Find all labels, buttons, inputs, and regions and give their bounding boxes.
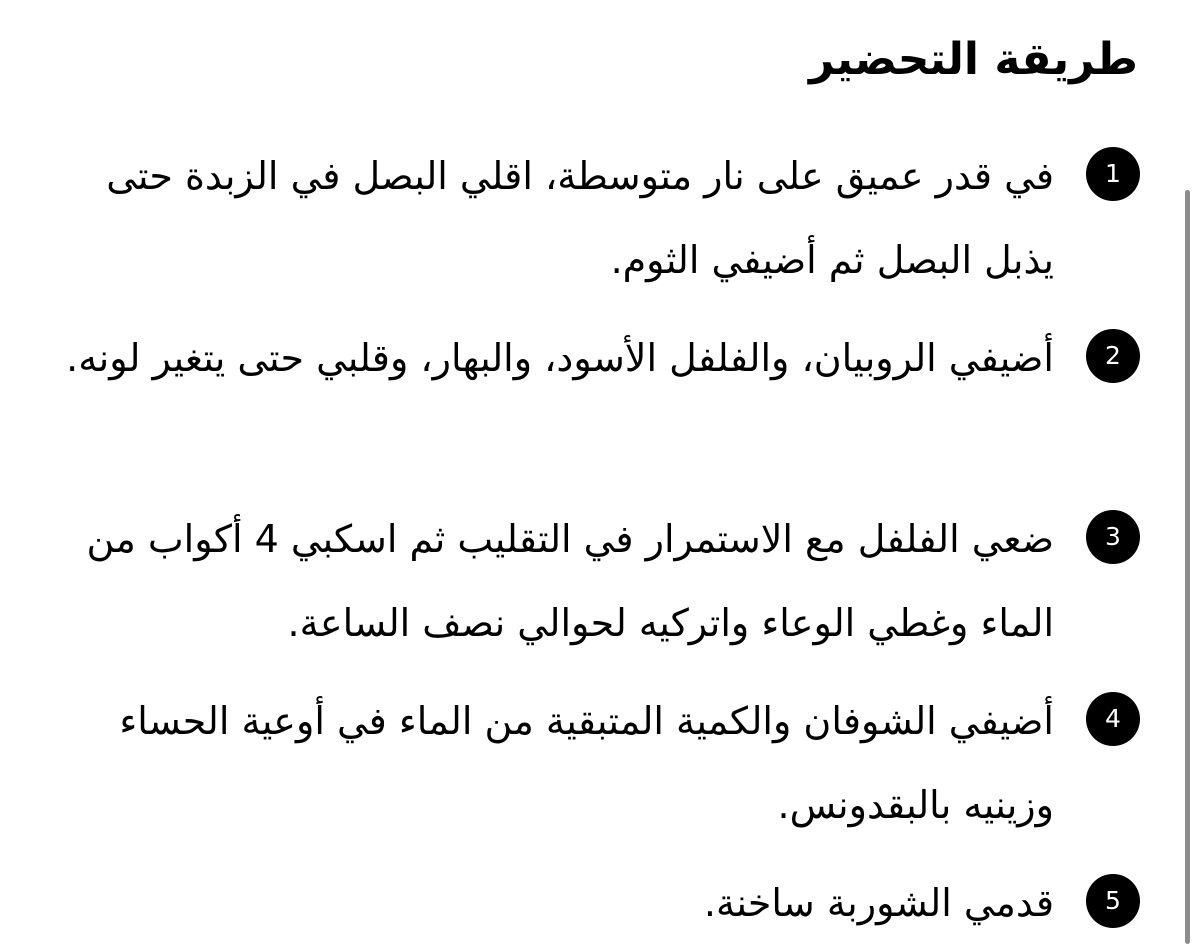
step-text: ضعي الفلفل مع الاستمرار في التقليب ثم اسكبي 4 أكواب من الماء وغطي الوعاء واتركيه لحوالي نصف الساعة. <box>86 517 1054 645</box>
step-text: أضيفي الشوفان والكمية المتبقية من الماء في أوعية الحساء وزينيه بالبقدونس. <box>119 699 1054 827</box>
page-title: طريقة التحضير <box>809 34 1138 85</box>
step-number-badge: 5 <box>1086 874 1140 928</box>
vertical-scrollbar[interactable] <box>1182 190 1192 944</box>
step-number-badge: 3 <box>1086 510 1140 564</box>
step-text: قدمي الشوربة ساخنة. <box>703 881 1054 925</box>
step-text: في قدر عميق على نار متوسطة، اقلي البصل في الزبدة حتى يذبل البصل ثم أضيفي الثوم. <box>106 154 1054 282</box>
step-number-badge: 4 <box>1086 692 1140 746</box>
step-number-badge: 2 <box>1086 329 1140 383</box>
step-number-badge: 1 <box>1086 147 1140 201</box>
scrollbar-thumb[interactable] <box>1185 190 1190 944</box>
step-text: أضيفي الروبيان، والفلفل الأسود، والبهار، وقلبي حتى يتغير لونه. <box>66 336 1054 380</box>
